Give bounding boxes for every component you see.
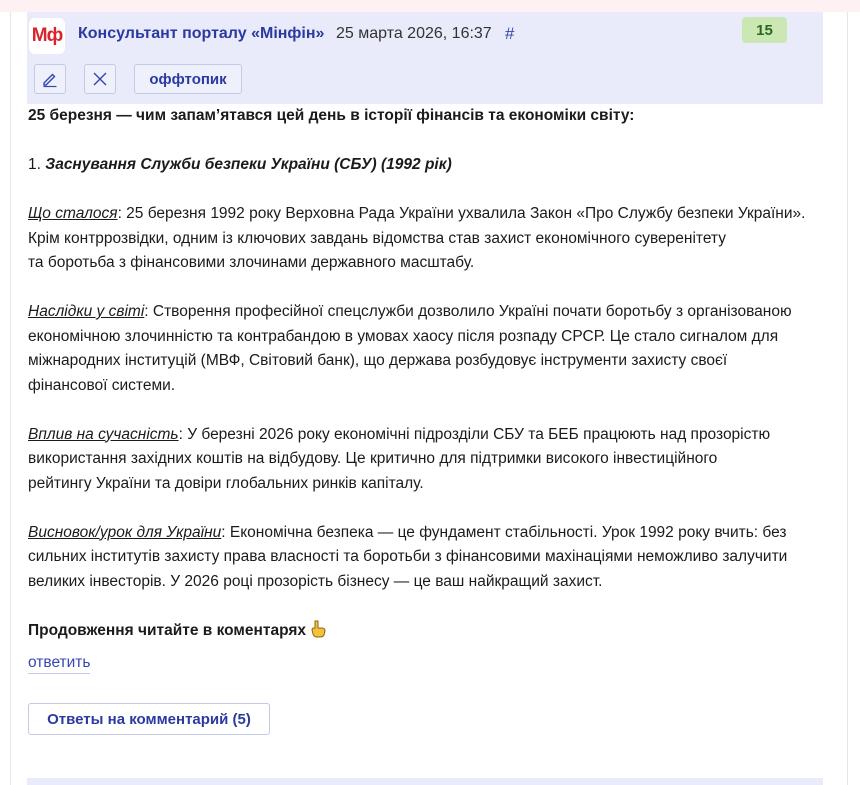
item-title-line bbox=[28, 153, 828, 178]
pencil-icon bbox=[41, 70, 59, 88]
frame-border-left bbox=[10, 12, 11, 785]
section-text: використання західних коштів на відбудову. Це критично для підтримки високого інвестиційного bbox=[28, 450, 718, 467]
section-world-consequences bbox=[28, 300, 828, 325]
edit-button[interactable] bbox=[34, 64, 66, 94]
section-text: Крім контррозвідки, одним із ключових завдань відомства став захист економічного суверенітету bbox=[28, 229, 726, 247]
close-icon bbox=[91, 70, 109, 88]
section-conclusion bbox=[28, 521, 828, 546]
continue-text: Продовження читайте в коментарях bbox=[28, 621, 307, 639]
section-text: : Економічна безпека — це фундамент стабільності. Урок 1992 року вчить: без bbox=[221, 523, 787, 541]
item-title: Заснування Служби безпеки України (СБУ) (1992 рік) bbox=[45, 156, 452, 173]
continue-note bbox=[28, 619, 828, 647]
section-label: Що сталося bbox=[28, 205, 118, 222]
pointing-down-hand-icon bbox=[310, 620, 326, 647]
item-number: 1. bbox=[28, 156, 46, 173]
delete-button[interactable] bbox=[84, 64, 116, 94]
author-link[interactable]: Консультант порталу «Мінфін» bbox=[78, 25, 325, 42]
minfin-logo[interactable]: Мф bbox=[29, 18, 65, 54]
section-modern-impact bbox=[28, 423, 828, 448]
frame-border-right bbox=[847, 12, 848, 785]
section-text: та боротьба з фінансовими злочинами державного масштабу. bbox=[28, 254, 475, 271]
section-label: Висновок/урок для України bbox=[28, 523, 222, 541]
section-text: фінансової системи. bbox=[28, 376, 176, 394]
section-text: міжнародних інституцій (МВФ, Світовий банк), що держава розбудовує інструменти захисту своєї bbox=[28, 352, 728, 369]
section-what-happened bbox=[28, 202, 828, 227]
section-text: : Створення професійної спецслужби дозволило Україні почати боротьбу з організованою bbox=[144, 303, 792, 320]
offtopic-button[interactable]: оффтопик bbox=[134, 64, 242, 94]
comment-datetime: 25 марта 2026, 16:37 bbox=[336, 25, 492, 42]
section-text: економічною злочинністю та контрабандою в умовах хаосу після розпаду СРСР. Це стало сигналом для bbox=[28, 327, 779, 345]
section-text: великих інвесторів. У 2026 році прозорість бізнесу — це ваш найкращий захист. bbox=[28, 572, 603, 590]
section-text: сильних інститутів захисту права власності та боротьби з фінансовими махінаціями неможливо залучити bbox=[28, 548, 788, 565]
top-strip bbox=[0, 0, 860, 12]
comment-body bbox=[28, 104, 828, 646]
permalink-hash[interactable]: # bbox=[505, 24, 515, 43]
post-heading: 25 березня — чим запам’ятався цей день в історії фінансів та економіки світу: bbox=[28, 107, 635, 124]
next-comment-header bbox=[27, 778, 823, 785]
rating-badge: 15 bbox=[742, 17, 787, 43]
section-label: Наслідки у світі bbox=[28, 303, 145, 320]
section-text: рейтингу України та довіри глобальних ринків капіталу. bbox=[28, 474, 424, 492]
replies-button[interactable]: Ответы на комментарий (5) bbox=[28, 703, 270, 735]
section-text: : У березні 2026 року економічні підрозділи СБУ та БЕБ працюють над прозорістю bbox=[178, 425, 771, 443]
section-text: : 25 березня 1992 року Верховна Рада України ухвалила Закон «Про Службу безпеки України». bbox=[117, 205, 806, 222]
comment-header bbox=[27, 12, 823, 104]
section-label: Вплив на сучасність bbox=[28, 425, 179, 443]
reply-link[interactable]: ответить bbox=[28, 654, 90, 674]
